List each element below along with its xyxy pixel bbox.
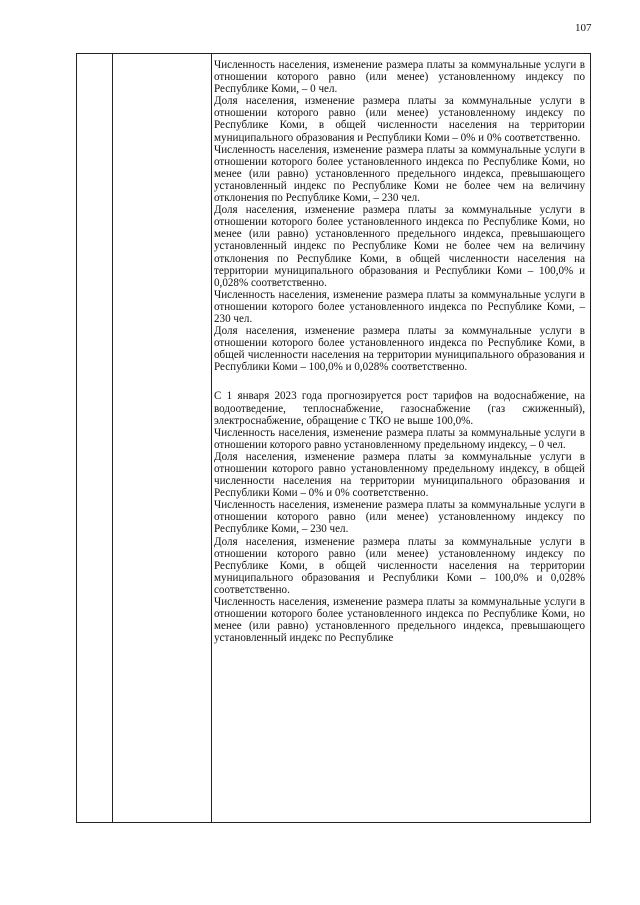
paragraph-gap	[214, 373, 585, 390]
paragraph-bottom-3: Доля населения, изменение размера платы за коммунальные услуги в отношении которого равно установленному предельному индексу, в общей численности населения на территории муниципального образования и Республики Коми – 0% и 0% соответственно.	[214, 450, 585, 500]
paragraph-top-3: Численность населения, изменение размера платы за коммунальные услуги в отношении которого более установленного индекса по Республике Коми, но менее (или равно) установленного предельного индекса, превышающего установленный индекс по Республике Коми не более чем на величину отклонения по Республике Коми, – 230 чел.	[214, 143, 585, 205]
paragraph-top-2: Доля населения, изменение размера платы за коммунальные услуги в отношении которого равно (или менее) установленному индексу по Республике Коми, в общей численности населения на территории муниципального образования и Республики Коми – 0% и 0% соответственно.	[214, 95, 585, 144]
paragraph-bottom-4: Численность населения, изменение размера платы за коммунальные услуги в отношении которого равно (или менее) установленному индексу по Республике Коми, – 230 чел.	[214, 499, 585, 536]
paragraph-bottom-1: С 1 января 2023 года прогнозируется рост тарифов на водоснабжение, на водоотведение, теплоснабжение, газоснабжение (газ сжиженный), электроснабжение, обращение с ТКО не выше 100,0%.	[214, 390, 585, 427]
column-divider-1	[112, 54, 113, 822]
paragraph-bottom-6: Численность населения, изменение размера платы за коммунальные услуги в отношении которого более установленного индекса по Республике Коми, но менее (или равно) установленного предельного индекса, превышающего установленный индекс по Республике	[214, 596, 585, 645]
paragraph-top-4: Доля населения, изменение размера платы за коммунальные услуги в отношении которого более установленного индекса по Республике Коми, но менее (или равно) установленного предельного индекса, превышающего установленный индекс по Республике Коми не более чем на величину отклонения по Республике Коми, в общей численности населения на территории муниципального образования и Республики Коми – 100,0% и 0,028% соответственно.	[214, 204, 585, 289]
paragraph-bottom-5: Доля населения, изменение размера платы за коммунальные услуги в отношении которого равно (или менее) установленному индексу по Республике Коми, в общей численности населения на территории муниципального образования и Республики Коми – 100,0% и 0,028% соответственно.	[214, 535, 585, 596]
paragraph-top-1: Численность населения, изменение размера платы за коммунальные услуги в отношении которого равно (или менее) установленному индексу по Республике Коми, – 0 чел.	[214, 59, 585, 96]
paragraph-bottom-2: Численность населения, изменение размера платы за коммунальные услуги в отношении которого равно установленному предельному индексу, – 0 чел.	[214, 426, 585, 451]
column-divider-2	[211, 54, 212, 822]
paragraph-top-5: Численность населения, изменение размера платы за коммунальные услуги в отношении которого более установленного индекса по Республике Коми, – 230 чел.	[214, 288, 585, 325]
paragraph-top-6: Доля населения, изменение размера платы за коммунальные услуги в отношении которого более установленного индекса по Республике Коми, в общей численности населения на территории муниципального образования и Республики Коми – 100,0% и 0,028% соответственно.	[214, 325, 585, 374]
text-cell	[214, 59, 585, 644]
page-number: 107	[575, 22, 592, 34]
document-table	[76, 53, 591, 823]
